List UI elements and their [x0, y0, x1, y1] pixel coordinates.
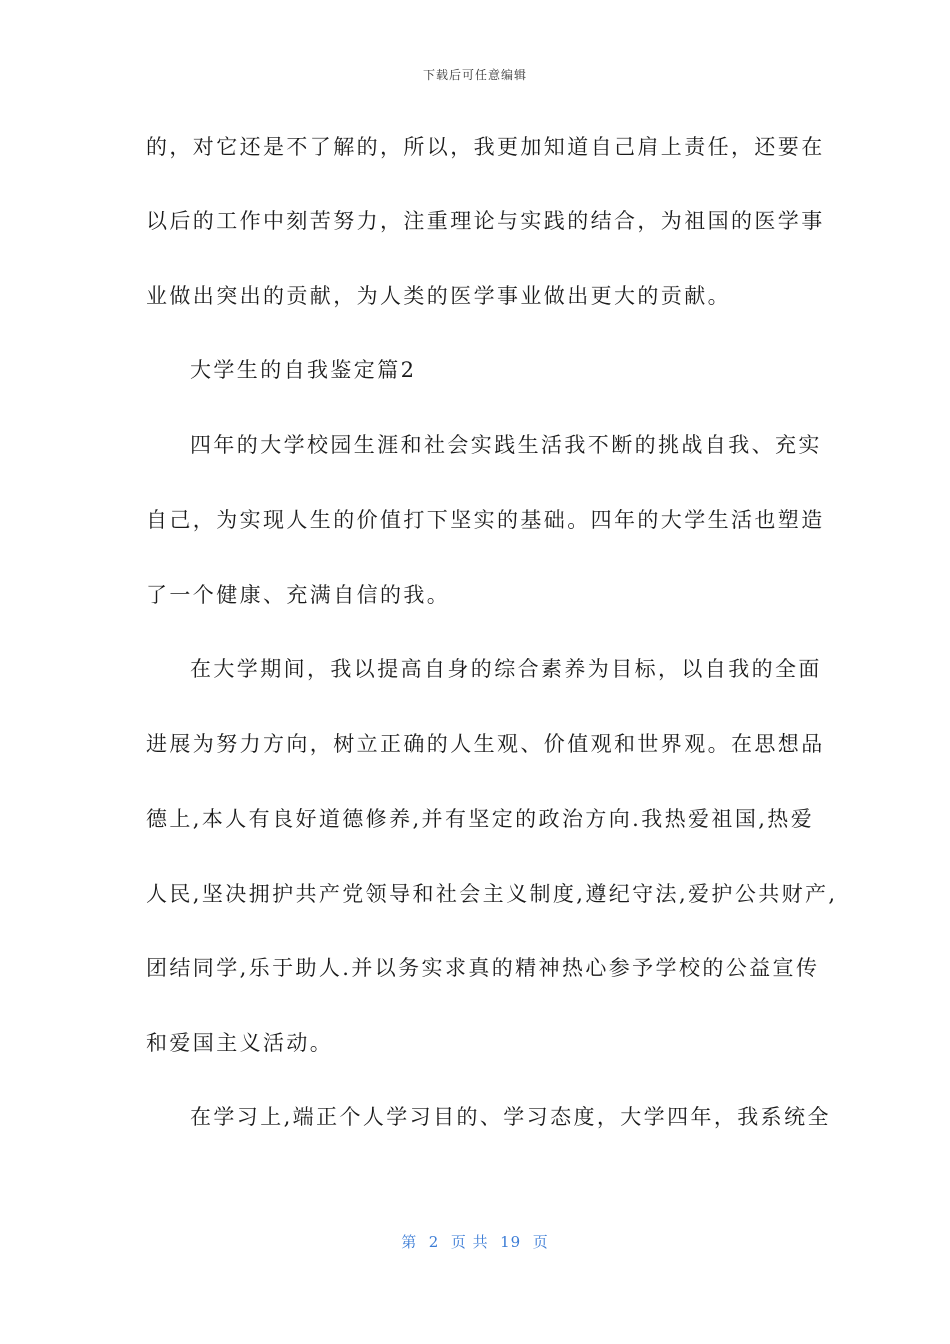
body-line: 自己，为实现人生的价值打下坚实的基础。四年的大学生活也塑造 [146, 508, 825, 532]
body-line: 进展为努力方向，树立正确的人生观、价值观和世界观。在思想品 [146, 732, 825, 756]
section-heading: 大学生的自我鉴定篇2 [190, 358, 417, 382]
body-line: 以后的工作中刻苦努力，注重理论与实践的结合，为祖国的医学事 [146, 209, 825, 233]
page-header-note: 下载后可任意编辑 [422, 68, 527, 82]
body-line: 在学习上,端正个人学习目的、学习态度，大学四年，我系统全 [190, 1105, 831, 1129]
body-line: 四年的大学校园生涯和社会实践生活我不断的挑战自我、充实 [190, 433, 822, 457]
body-line: 了一个健康、充满自信的我。 [146, 583, 451, 607]
body-line: 和爱国主义活动。 [146, 1031, 334, 1055]
body-line: 团结同学,乐于助人.并以务实求真的精神热心参予学校的公益宣传 [146, 956, 820, 980]
body-line: 业做出突出的贡献，为人类的医学事业做出更大的贡献。 [146, 284, 731, 308]
body-line: 人民,坚决拥护共产党领导和社会主义制度,遵纪守法,爱护公共财产, [146, 882, 838, 906]
body-line: 德上,本人有良好道德修养,并有坚定的政治方向.我热爱祖国,热爱 [146, 807, 815, 831]
body-line: 的，对它还是不了解的，所以，我更加知道自己肩上责任，还要在 [146, 135, 825, 159]
body-line: 在大学期间，我以提高自身的综合素养为目标，以自我的全面 [190, 657, 822, 681]
page-number-footer: 第 2 页 共 19 页 [401, 1233, 549, 1251]
